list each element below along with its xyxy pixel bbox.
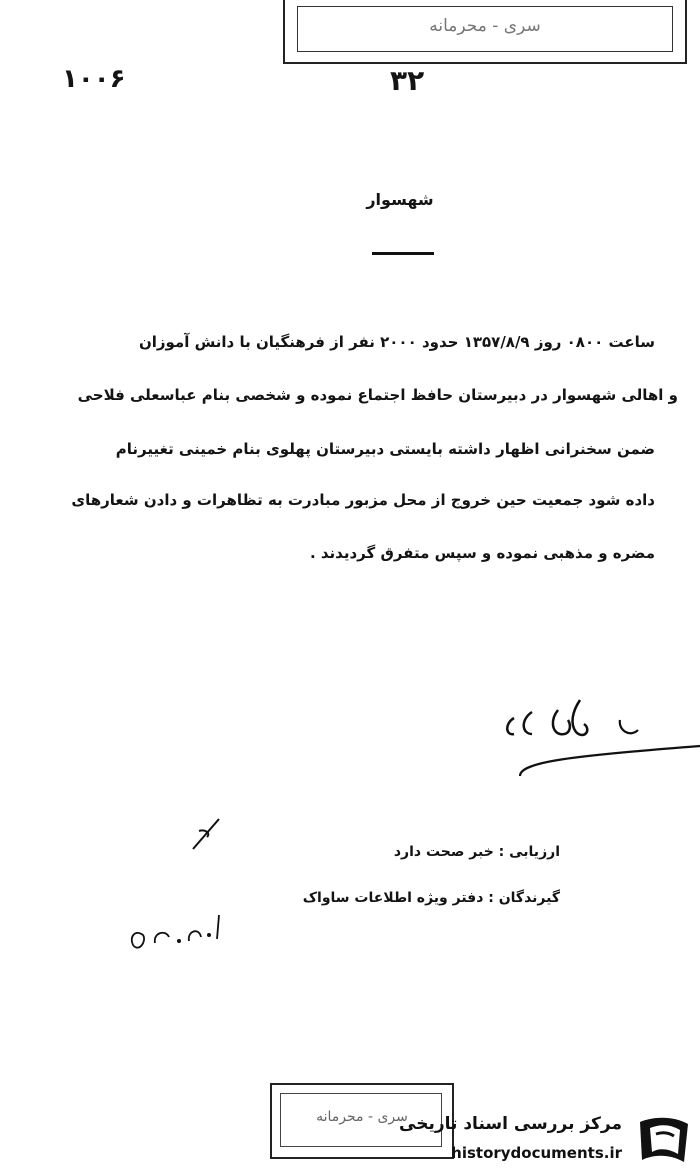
watermark [400, 1108, 700, 1173]
document-title: شهسوار [366, 190, 434, 209]
body-line-5: مضره و مذهبی نموده و سپس متفرق گردیدند . [309, 544, 655, 562]
handwritten-checkmark [185, 815, 225, 855]
recipients-line: گیرندگان : دفتر ویژه اطلاعات ساواک [302, 890, 560, 906]
body-line-4: داده شود جمعیت حین خروج از محل مزبور مبادرت به تظاهرات و دادن شعارهای [71, 491, 655, 509]
bottom-stamp-text: سری - محرمانه [316, 1109, 408, 1125]
watermark-title: مرکز بررسی اسناد تاریخی [399, 1114, 622, 1134]
watermark-url: historydocuments.ir [451, 1144, 622, 1162]
evaluation-line: ارزیابی : خبر صحت دارد [393, 844, 560, 860]
title-underline [372, 252, 434, 255]
top-classification-stamp [283, 0, 687, 64]
body-line-2: و اهالی شهسوار در دبیرستان حافظ اجتماع نموده و شخصی بنام عباسعلی فلاحی [77, 386, 678, 404]
handwritten-signature [480, 680, 700, 790]
page-number: ۳۲ [390, 64, 425, 97]
reference-number: ۱۰۰۶ [62, 64, 126, 94]
handwritten-note [125, 905, 235, 965]
body-line-1: ساعت ۰۸۰۰ روز ۱۳۵۷/۸/۹ حدود ۲۰۰۰ نفر از فرهنگیان با دانش آموزان [138, 333, 655, 351]
top-stamp-text: سری - محرمانه [429, 16, 541, 36]
body-line-3: ضمن سخنرانی اظهار داشته بایستی دبیرستان پهلوی بنام خمینی تغییرنام [115, 440, 655, 458]
watermark-logo-icon [634, 1114, 694, 1168]
